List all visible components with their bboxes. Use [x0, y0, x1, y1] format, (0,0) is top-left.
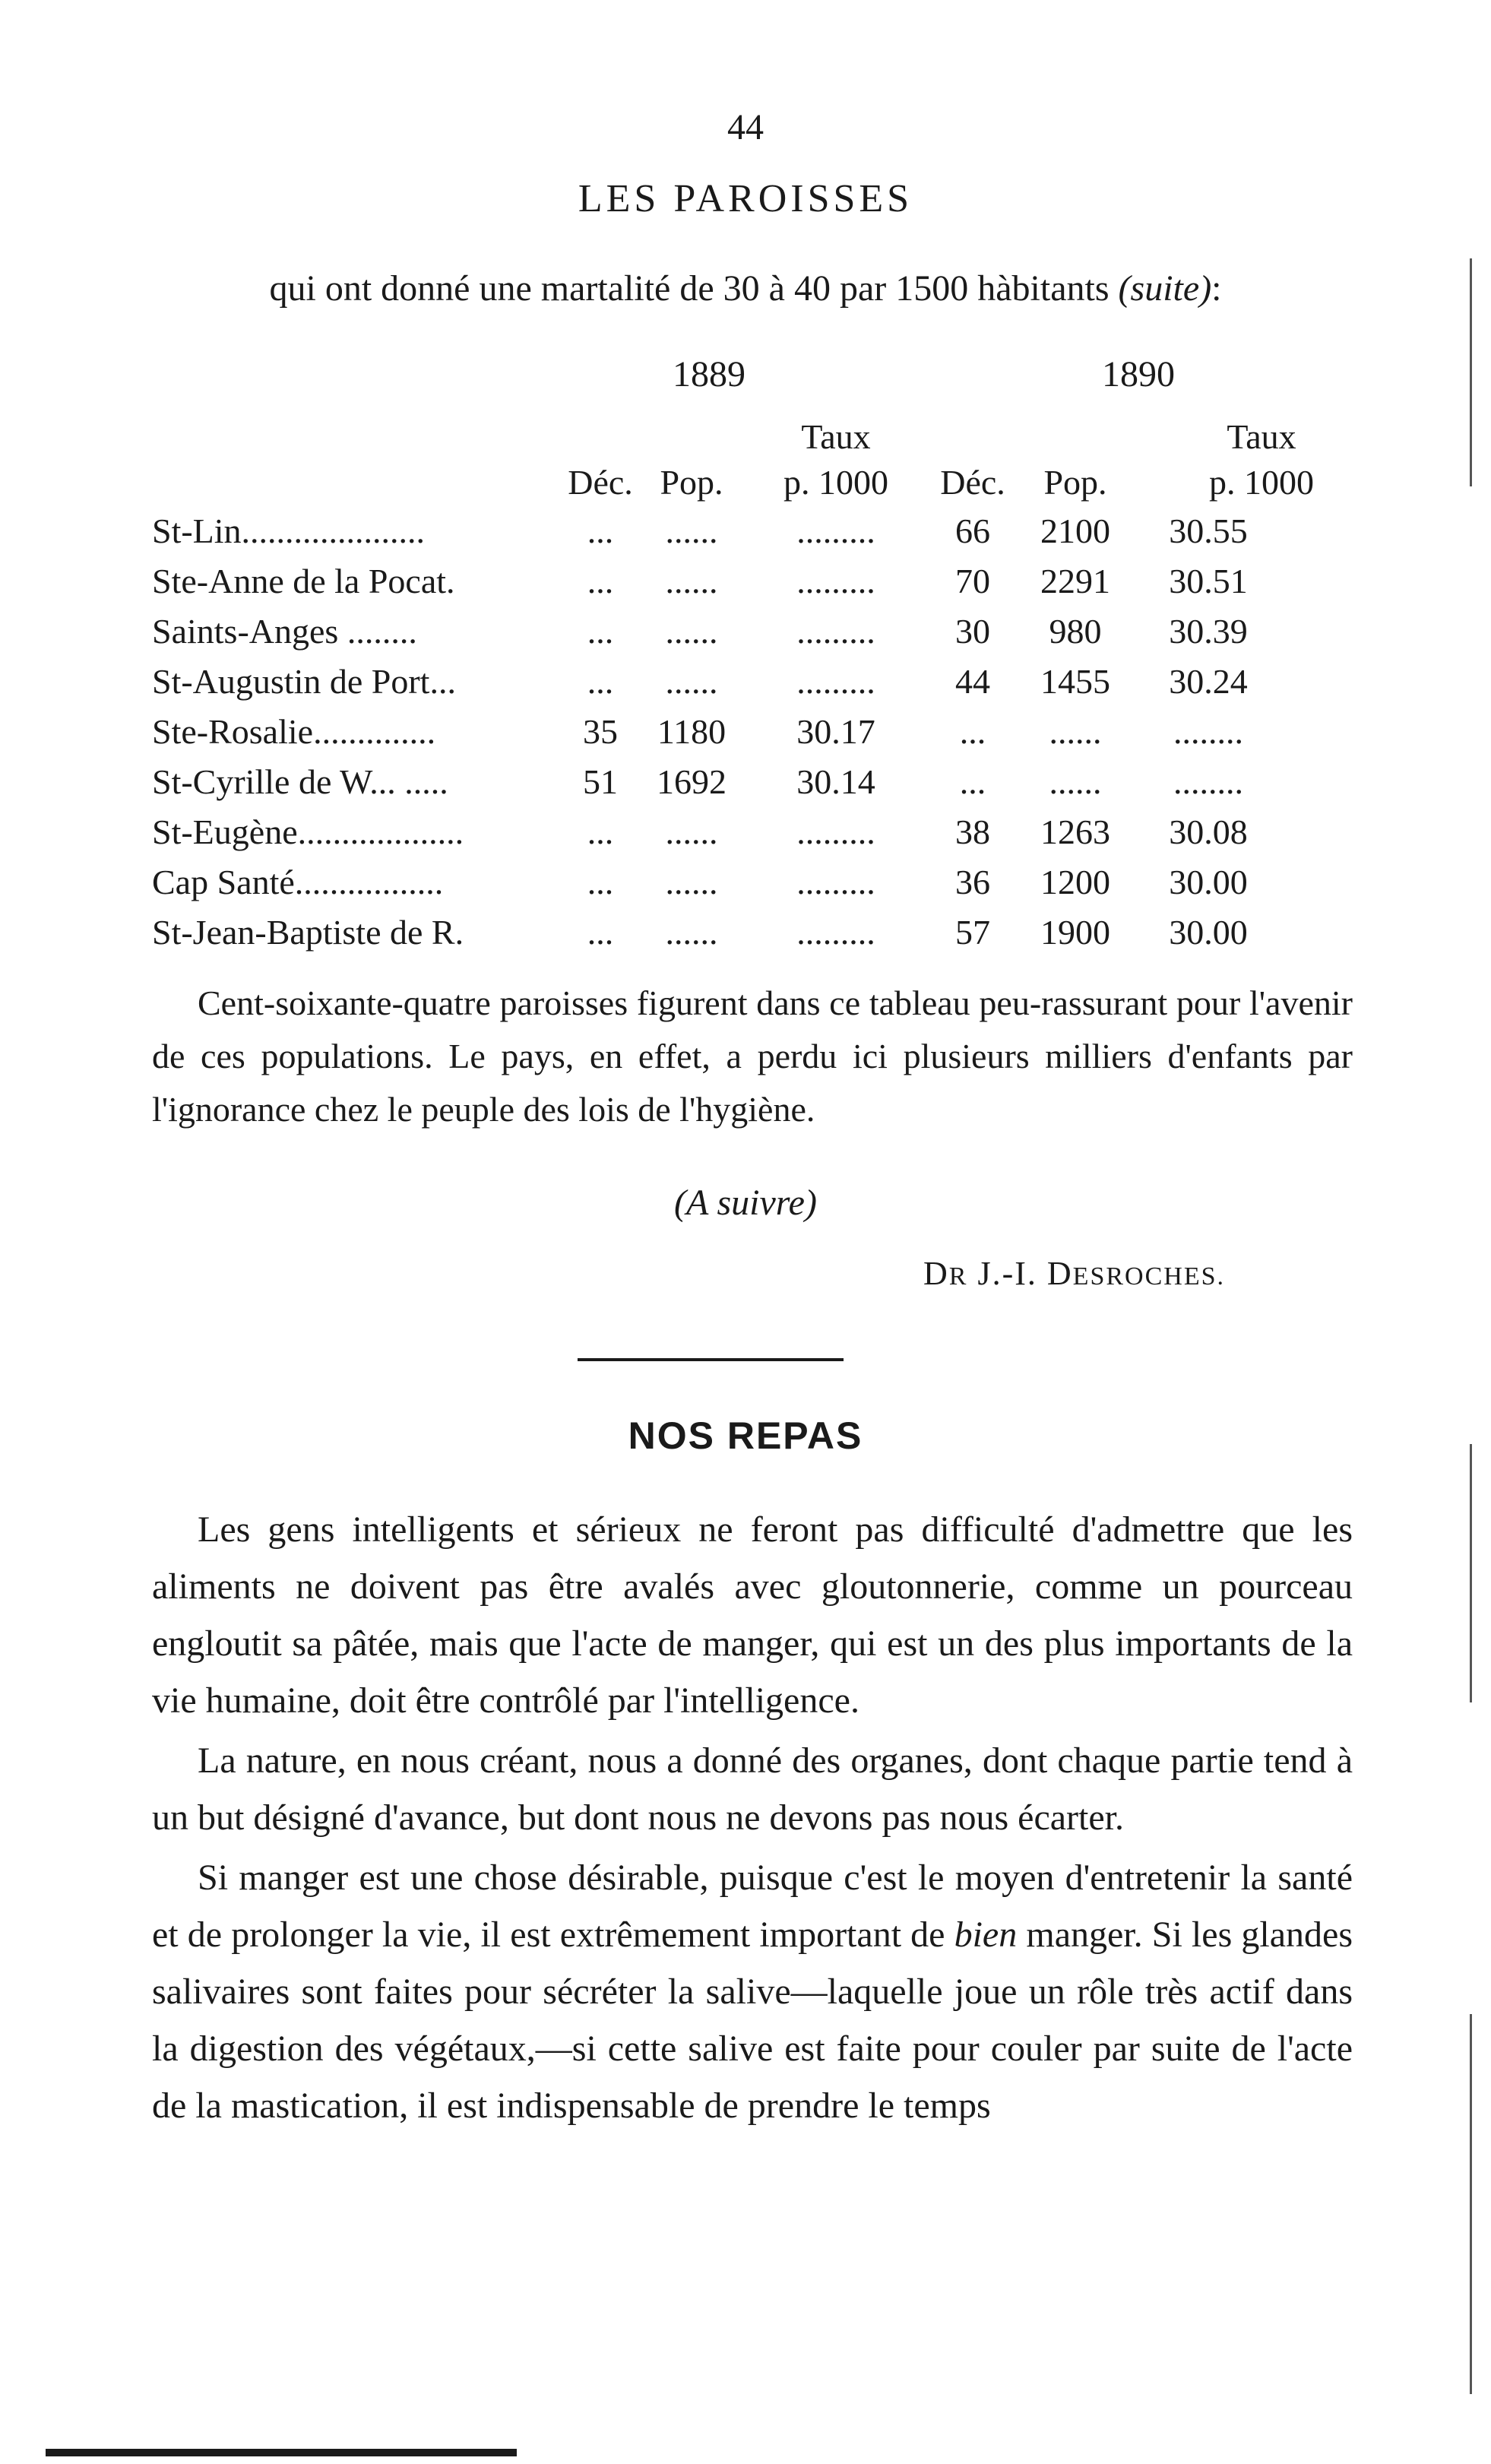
table-cell-d2: 36 — [955, 862, 990, 901]
table-cell-d1: ... — [587, 862, 614, 901]
page-edge-mark — [1470, 1444, 1472, 1702]
table-cell-p2: ...... — [1049, 762, 1102, 801]
table-cell-p2: ...... — [1049, 711, 1102, 751]
header-dec-1889: Déc. — [568, 463, 633, 502]
header-dec-1890: Déc. — [940, 463, 1005, 502]
header-pop-1890: Pop. — [1043, 463, 1107, 502]
parish-name: St-Jean-Baptiste de R. — [152, 912, 464, 952]
table-row — [152, 556, 1284, 606]
paragraph: La nature, en nous créant, nous a donné des organes, dont chaque partie tend à un but désigné d'avance, but dont nous ne devons pas nous écarter. — [152, 1740, 1353, 1838]
parish-name: Saints-Anges ........ — [152, 611, 417, 651]
bottom-rule — [46, 2449, 517, 2456]
table-cell-d2: ... — [959, 711, 986, 751]
table-cell-p1: 1180 — [657, 711, 727, 751]
table-cell-d1: ... — [587, 611, 614, 651]
table-cell-t1: ......... — [796, 611, 875, 651]
table-row — [152, 505, 1284, 556]
table-cell-t2: 30.24 — [1169, 661, 1248, 701]
paragraph: Si manger est une chose désirable, puisque c'est le moyen d'entretenir la santé et de prolonger la vie, il est extrêmement important de bien manger. Si les glandes salivaires sont faites pour sécréter la salive—laquelle joue un rôle très actif dans la digestion des végétaux,—si cette salive est faite pour couler par suite de l'acte de la mastication, il est indispensable de prendre le temps — [152, 1858, 1353, 2126]
table-cell-t2: ........ — [1173, 711, 1243, 751]
table-cell-t1: ......... — [796, 661, 875, 701]
table-cell-d1: 51 — [583, 762, 618, 801]
table-cell-p1: ...... — [665, 812, 718, 851]
table-cell-p2: 1455 — [1040, 661, 1110, 701]
subtitle-suffix: (suite) — [1118, 268, 1212, 309]
parish-name: St-Cyrille de W... ..... — [152, 762, 448, 801]
table-cell-d1: ... — [587, 561, 614, 600]
parish-name: Cap Santé................. — [152, 862, 444, 901]
paragraph: Cent-soixante-quatre paroisses figurent dans ce tableau peu-rassurant pour l'avenir de ces populations. Le pays, en effet, a perdu ici plusieurs milliers d'enfants par l'ignorance chez le peuple des lois de l'hygiène. — [152, 983, 1353, 1129]
table-cell-p1: ...... — [665, 611, 718, 651]
table-row — [152, 606, 1284, 656]
table-cell-t1: 30.14 — [796, 762, 875, 801]
table-row — [152, 907, 1284, 957]
table-cell-d2: ... — [959, 762, 986, 801]
table-cell-p2: 2291 — [1040, 561, 1110, 600]
table-row — [152, 806, 1284, 857]
table-cell-t2: 30.39 — [1169, 611, 1248, 651]
table-cell-p2: 2100 — [1040, 511, 1110, 550]
table-cell-d1: 35 — [583, 711, 618, 751]
table-cell-t2: 30.00 — [1169, 912, 1248, 952]
table-cell-t2: 30.55 — [1169, 511, 1248, 550]
table-cell-p1: ...... — [665, 561, 718, 600]
header-taux-1889 — [745, 414, 927, 505]
table-cell-p1: ...... — [665, 912, 718, 952]
section-divider — [578, 1358, 844, 1361]
header-per-label: p. 1000 — [1209, 462, 1314, 502]
year-1890: 1890 — [1102, 354, 1175, 394]
table-cell-t2: 30.51 — [1169, 561, 1248, 600]
table-cell-t1: ......... — [796, 812, 875, 851]
table-cell-p2: 1900 — [1040, 912, 1110, 952]
table-cell-d2: 66 — [955, 511, 990, 550]
table-cell-p1: ...... — [665, 511, 718, 550]
table-cell-d1: ... — [587, 812, 614, 851]
table-row — [152, 656, 1284, 706]
section-title: NOS REPAS — [628, 1414, 863, 1457]
table-cell-p1: ...... — [665, 862, 718, 901]
table-cell-d2: 30 — [955, 611, 990, 651]
table-cell-t1: ......... — [796, 912, 875, 952]
table-commentary — [152, 977, 1353, 1136]
table-cell-t1: ......... — [796, 511, 875, 550]
page-edge-mark — [1470, 258, 1472, 486]
table-cell-d1: ... — [587, 912, 614, 952]
page-edge-mark — [1470, 2014, 1472, 2394]
page-title: LES PAROISSES — [578, 177, 913, 220]
table-subtitle — [0, 268, 1491, 309]
table-cell-p2: 980 — [1049, 611, 1102, 651]
paragraph: Les gens intelligents et sérieux ne feront pas difficulté d'admettre que les aliments ne doivent pas être avalés avec gloutonnerie, comme un pourceau engloutit sa pâtée, mais que l'acte de manger, qui est un des plus importants de la vie humaine, doit être contrôlé par l'intelligence. — [152, 1509, 1353, 1721]
subtitle-text: qui ont donné une martalité de 30 à 40 par 1500 hàbitants — [269, 268, 1110, 309]
parish-name: St-Lin..................... — [152, 511, 426, 550]
page-number: 44 — [727, 107, 764, 147]
author-signature: DR J.-I. DESROCHES. — [923, 1255, 1225, 1292]
parish-name: St-Augustin de Port... — [152, 661, 456, 701]
parish-name: St-Eugène................... — [152, 812, 464, 851]
year-1889: 1889 — [673, 354, 746, 394]
header-taux-1890 — [1186, 414, 1337, 505]
subtitle-colon: : — [1211, 268, 1222, 309]
header-per-label: p. 1000 — [783, 462, 888, 502]
table-cell-d2: 70 — [955, 561, 990, 600]
table-row — [152, 857, 1284, 907]
parish-name: Ste-Rosalie.............. — [152, 711, 436, 751]
table-row — [152, 706, 1284, 756]
article-body — [152, 1501, 1353, 2137]
table-cell-t2: 30.08 — [1169, 812, 1248, 851]
table-cell-d1: ... — [587, 661, 614, 701]
to-be-continued: (A suivre) — [674, 1183, 817, 1223]
table-cell-p2: 1200 — [1040, 862, 1110, 901]
table-cell-p1: ...... — [665, 661, 718, 701]
parish-name: Ste-Anne de la Pocat. — [152, 561, 455, 600]
header-taux-label: Taux — [801, 417, 871, 456]
table-cell-d1: ... — [587, 511, 614, 550]
table-row — [152, 756, 1284, 806]
table-cell-t2: ........ — [1173, 762, 1243, 801]
table-cell-d2: 44 — [955, 661, 990, 701]
table-cell-t1: ......... — [796, 862, 875, 901]
table-cell-d2: 38 — [955, 812, 990, 851]
mortality-table — [152, 505, 1284, 957]
table-cell-p2: 1263 — [1040, 812, 1110, 851]
table-cell-d2: 57 — [955, 912, 990, 952]
table-cell-p1: 1692 — [657, 762, 727, 801]
header-pop-1889: Pop. — [660, 463, 723, 502]
table-cell-t1: ......... — [796, 561, 875, 600]
header-taux-label: Taux — [1227, 417, 1296, 456]
table-cell-t1: 30.17 — [796, 711, 875, 751]
table-cell-t2: 30.00 — [1169, 862, 1248, 901]
